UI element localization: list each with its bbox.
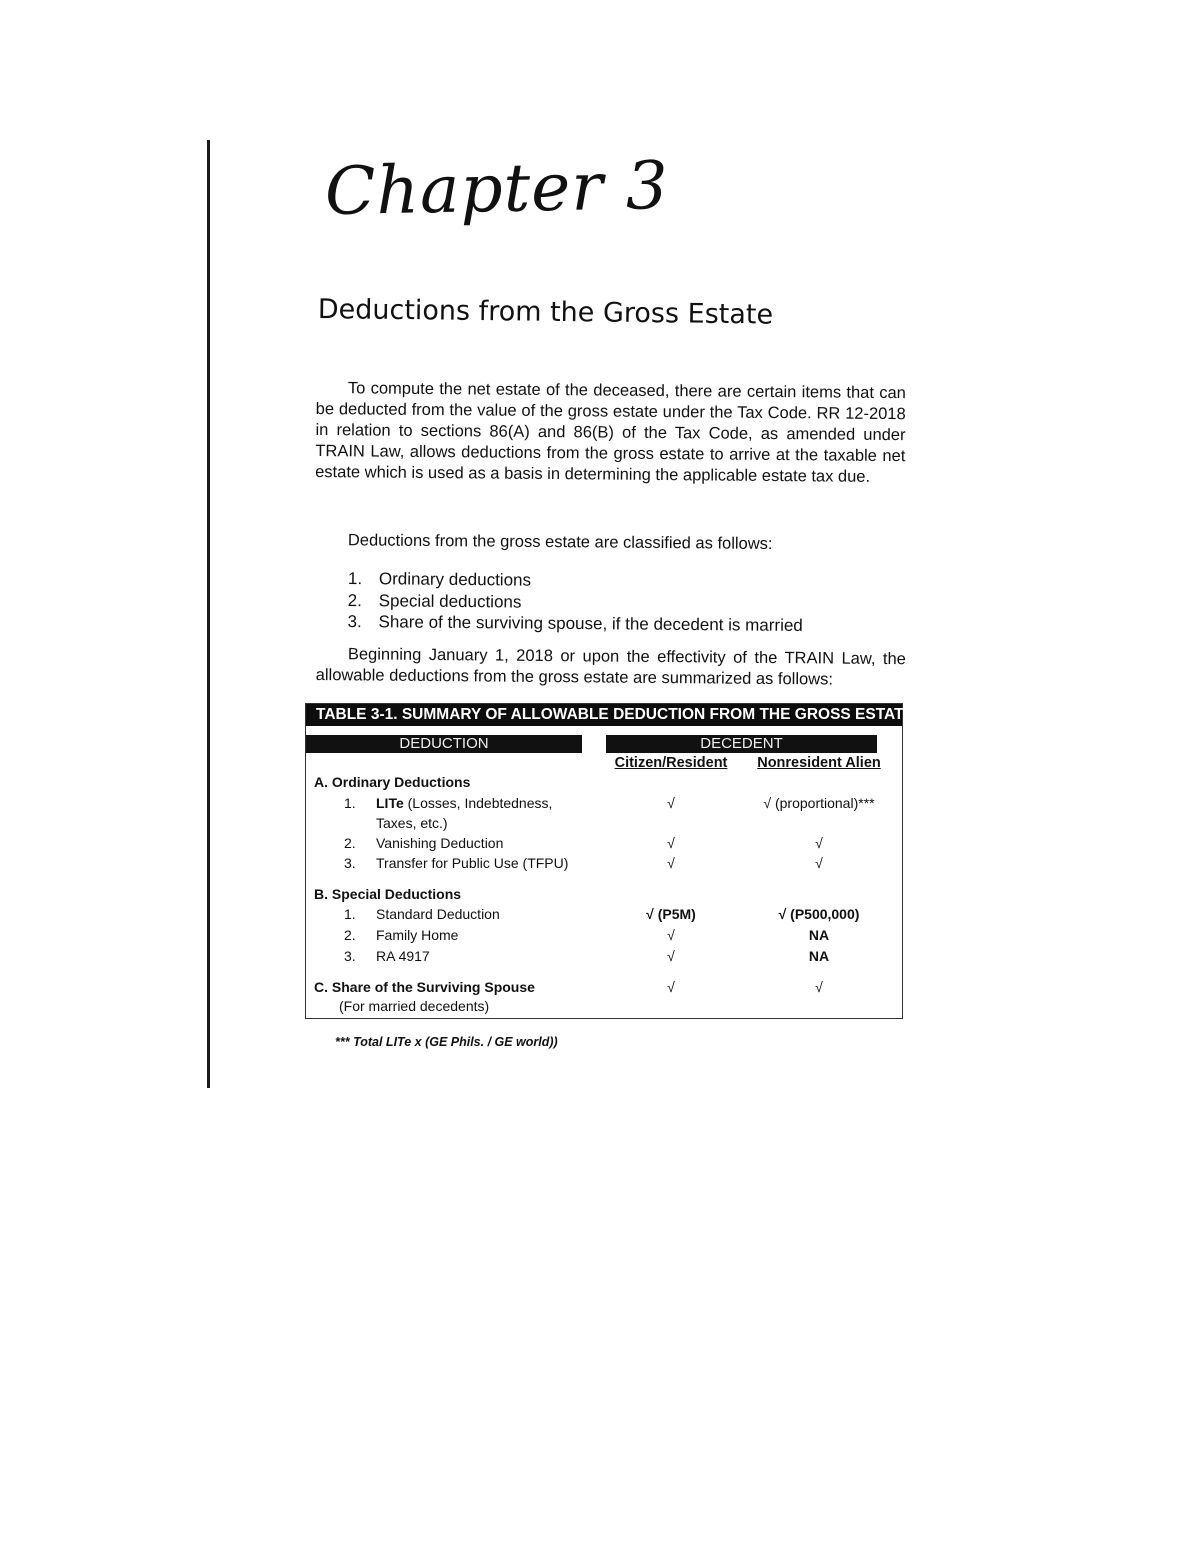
section-label: A. Ordinary Deductions [314,774,471,790]
cell-nonresident: √ [815,835,823,851]
row-number: 3. [344,948,356,964]
list-item-number: 2. [347,590,362,610]
list-item-number: 1. [347,568,363,589]
table-row [306,774,902,794]
summary-intro: Beginning January 1, 2018 or upon the effectivity of the TRAIN Law, the allowable deductions from the gross estate are summarized as follows: [315,645,906,689]
cell-citizen: √ [667,948,675,964]
section-note: (For married decedents) [339,998,490,1014]
row-number: 1. [344,795,356,811]
table-title: TABLE 3-1. SUMMARY OF ALLOWABLE DEDUCTION FROM THE GROSS ESTATE [306,704,902,726]
table-row [306,886,902,906]
table-row [306,927,902,947]
cell-nonresident: √ (proportional)*** [763,795,875,811]
page-title: Deductions from the Gross Estate [317,294,774,331]
row-label: Transfer for Public Use (TFPU) [376,855,569,871]
decedent-header: DECEDENT [606,735,877,753]
row-number: 1. [344,906,356,922]
intro-paragraph: To compute the net estate of the deceased, there are certain items that can be deducted from the value of the gross estate under the Tax Code. RR 12-2018 in relation to sections 86(A) and 86(B) of the Tax Code, as amended under TRAIN Law, allows deductions from the gross estate to arrive at the taxable net estate which is used as a basis in determining the applicable estate tax due. [315,379,906,486]
table-row [306,998,902,1018]
row-label-bold: LITe [376,795,404,811]
classification-list [347,568,803,636]
classification-intro: Deductions from the gross estate are classified as follows: [347,531,773,553]
row-label: Vanishing Deduction [376,835,504,851]
section-label: C. Share of the Surviving Spouse [314,979,535,995]
table-row [306,906,902,926]
row-label-continued: Taxes, etc.) [376,815,448,831]
cell-citizen: √ (P5M) [646,906,696,922]
cell-citizen: √ [667,795,675,811]
footnote: *** Total LITe x (GE Phils. / GE world)) [335,1035,558,1049]
cell-citizen: √ [667,835,675,851]
list-item-text: Ordinary deductions [378,569,532,590]
deduction-header: DEDUCTION [306,735,582,753]
chapter-heading: Chapter 3 [324,147,670,230]
row-label [376,795,552,811]
row-number: 2. [344,927,356,943]
cell-citizen: √ [667,855,675,871]
deductions-summary-table [305,703,914,1019]
column-header-citizen: Citizen/Resident [614,755,728,771]
cell-citizen: √ [667,927,675,943]
list-item [347,611,802,636]
list-item-text: Share of the surviving spouse, if the decedent is married [378,612,803,635]
margin-rule [207,140,210,1088]
list-item-number: 3. [347,611,362,632]
row-number: 2. [344,835,356,851]
cell-nonresident: NA [808,927,830,943]
cell-nonresident: √ [815,979,823,995]
table-row [306,855,902,875]
table-row [306,815,902,835]
column-header-nonresident: Nonresident Alien [757,755,881,771]
row-label: Standard Deduction [376,906,500,922]
cell-nonresident: √ (P500,000) [778,906,860,922]
row-label: Family Home [376,927,459,943]
cell-nonresident: √ [815,855,823,871]
row-label-rest: (Losses, Indebtedness, [403,795,553,811]
section-label: B. Special Deductions [314,886,462,902]
table-row [306,795,902,815]
table-row [306,979,902,999]
table-row [306,835,902,855]
cell-citizen: √ [667,979,675,995]
row-number: 3. [344,855,356,871]
table-row [306,948,902,968]
cell-nonresident: NA [808,948,830,964]
row-label: RA 4917 [376,948,430,964]
list-item-text: Special deductions [378,590,522,612]
